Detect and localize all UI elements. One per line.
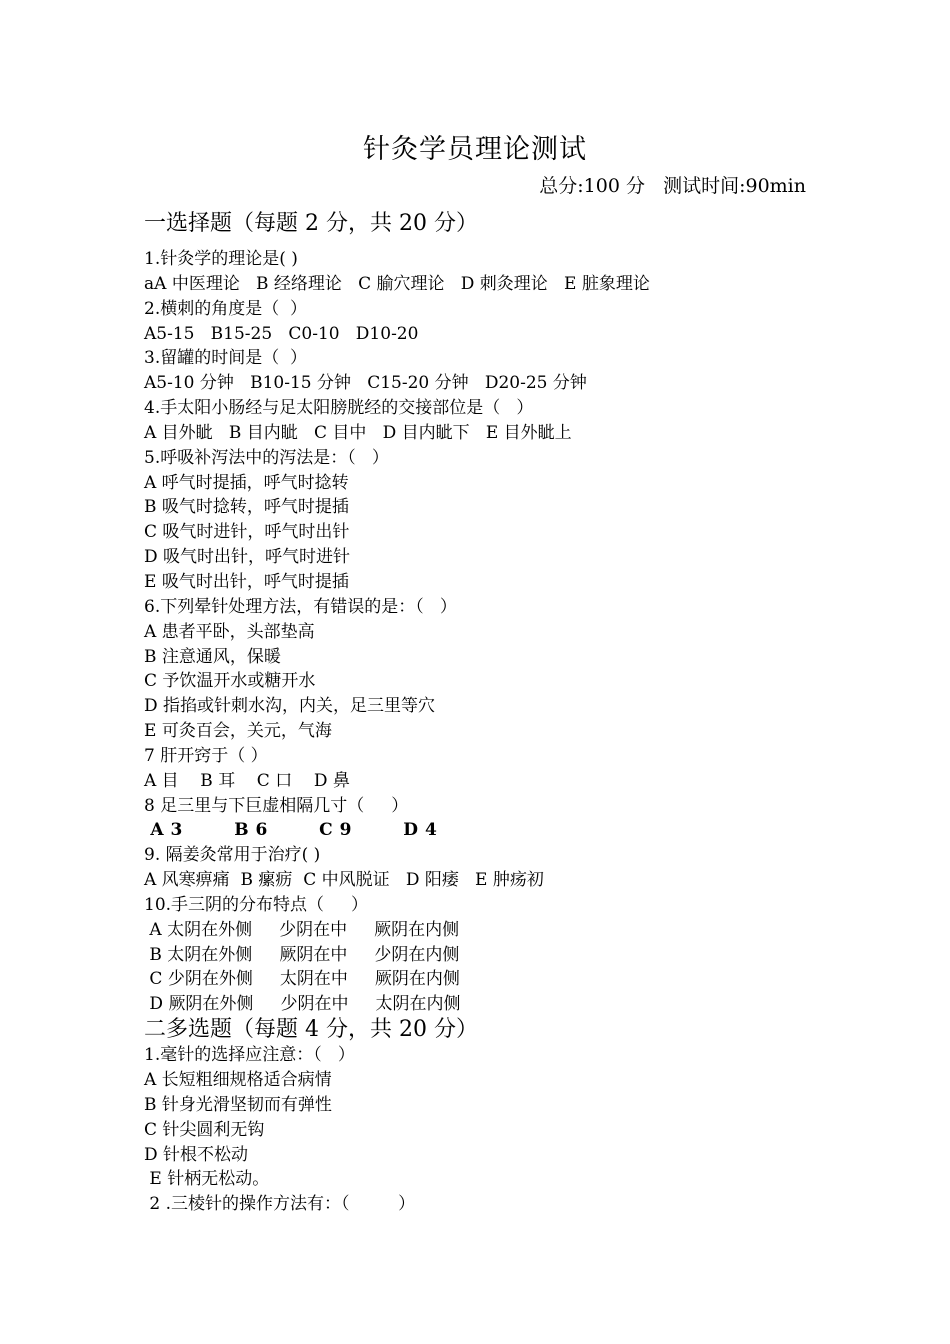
question-line: C 少阴在外侧 太阴在中 厥阴在内侧 [144,969,460,990]
exam-content [144,207,824,1217]
question-line: A 目 B 耳 C 口 D 鼻 [144,770,350,791]
question-line: B 针身光滑坚韧而有弹性 [144,1094,332,1115]
question-line: B 吸气时捻转，呼气时提插 [144,497,349,518]
question-line: C 针尖圆利无钩 [144,1119,265,1140]
question-line: 8 足三里与下巨虚相隔几寸（ ） [144,795,409,816]
question-line: 5.呼吸补泻法中的泻法是：（ ） [144,447,389,468]
question-line: D 指掐或针刺水沟，内关，足三里等穴 [144,696,436,717]
question-line: 2.横刺的角度是（ ） [144,298,308,319]
question-line: aA 中医理论 B 经络理论 C 腧穴理论 D 刺灸理论 E 脏象理论 [144,273,650,294]
question-line: 9. 隔姜灸常用于治疗( ) [144,845,321,866]
question-line: 4.手太阳小肠经与足太阳膀胱经的交接部位是（ ） [144,398,534,419]
question-line: E 可灸百会，关元，气海 [144,721,332,742]
question-line: 3.留罐的时间是（ ） [144,348,308,369]
question-line: D 厥阴在外侧 少阴在中 太阴在内侧 [144,994,461,1015]
question-line: 2 .三棱针的操作方法有：（ ） [144,1194,416,1215]
question-line: A 目外眦 B 目内眦 C 目中 D 目内眦下 E 目外眦上 [144,422,572,443]
question-line: D 针根不松动 [144,1144,249,1165]
score-info: 总分:100 分 测试时间:90min [539,175,806,197]
question-line: B 太阴在外侧 厥阴在中 少阴在内侧 [144,944,460,965]
question-line: C 予饮温开水或糖开水 [144,671,316,692]
question-line: A 患者平卧，头部垫高 [144,621,315,642]
question-line: A 长短粗细规格适合病情 [144,1070,332,1090]
question-line: 1.毫针的选择应注意：（ ） [144,1045,355,1066]
single-choice-questions [144,247,824,1017]
page-title: 针灸学员理论测试 [363,134,587,165]
question-line: 6.下列晕针处理方法，有错误的是：（ ） [144,596,457,617]
multiple-choice-questions [144,1043,824,1217]
question-line: A 3 B 6 C 9 D 4 [144,820,438,841]
question-line: A 太阴在外侧 少阴在中 厥阴在内侧 [144,919,460,940]
question-line: B 注意通风，保暖 [144,646,281,667]
question-line: C 吸气时进针，呼气时出针 [144,522,350,543]
question-line: E 吸气时出针，呼气时提插 [144,571,349,592]
question-line: D 吸气时出针，呼气时进针 [144,547,351,568]
question-line: A5-10 分钟 B10-15 分钟 C15-20 分钟 D20-25 分钟 [144,373,587,394]
question-line: A 风寒痹痛 B 瘰疬 C 中风脱证 D 阳痿 E 肿疡初 [144,870,544,891]
question-line: 10.手三阴的分布特点（ ） [144,894,369,915]
section-heading-single-choice: 一选择题（每题 2 分，共 20 分） [144,211,478,236]
question-line: A5-15 B15-25 C0-10 D10-20 [144,323,419,344]
question-line: 1.针灸学的理论是( ) [144,249,298,269]
section-heading-multiple-choice: 二多选题（每题 4 分，共 20 分） [144,1017,478,1043]
question-line: A 呼气时提插，呼气时捻转 [144,472,349,493]
question-line: 7 肝开窍于（ ） [144,745,268,766]
question-line: E 针柄无松动。 [144,1169,270,1190]
